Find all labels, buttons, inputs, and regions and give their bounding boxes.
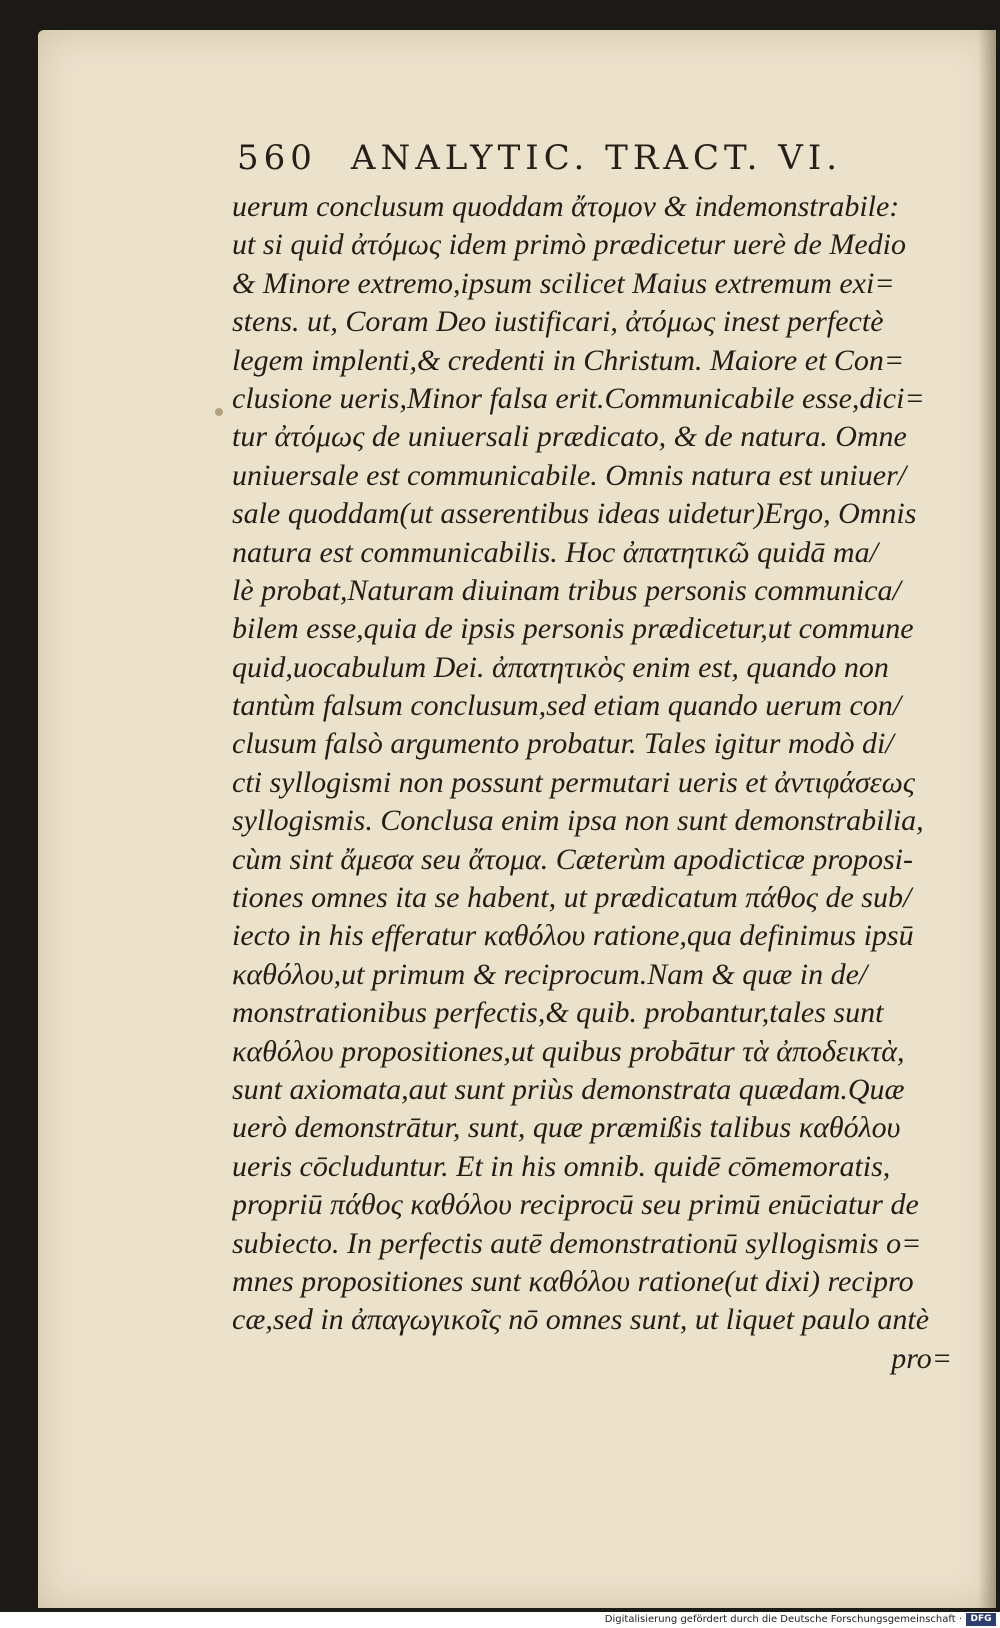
text-line: cæ,sed in ἀπαγωγικοῖς nō omnes sunt, ut liquet paulo antè xyxy=(232,1303,930,1337)
text-line: uerò demonstrātur, sunt, quæ præmißis talibus καθόλου xyxy=(232,1111,901,1145)
digitization-footer xyxy=(0,1612,1000,1628)
text-line: uerum conclusum quoddam ἄτομον & indemonstrabile: xyxy=(232,190,900,223)
text-line: clusione ueris,Minor falsa erit.Communicabile esse,dici= xyxy=(232,381,925,415)
text-line: sunt axiomata,aut sunt priùs demonstrata quædam.Quæ xyxy=(232,1072,905,1106)
paper-stain xyxy=(215,408,223,416)
text-line: sale quoddam(ut asserentibus ideas uidetur)Ergo, Omnis xyxy=(232,497,917,531)
text-line: legem implenti,& credenti in Christum. Maiore et Con= xyxy=(232,343,905,377)
catchword: pro= xyxy=(891,1341,952,1375)
text-line: iecto in his efferatur καθόλου ratione,qua definimus ipsū xyxy=(232,919,914,953)
text-line: mnes propositiones sunt καθόλου ratione(ut dixi) recipro xyxy=(232,1264,914,1298)
text-line: clusum falsò argumento probatur. Tales igitur modò di/ xyxy=(232,727,894,761)
text-line: monstrationibus perfectis,& quib. probantur,tales sunt xyxy=(232,996,884,1030)
text-line: ut si quid ἀτόμως idem primò prædicetur uerè de Medio xyxy=(232,228,906,262)
text-line: bilem esse,quia de ipsis personis prædicetur,ut commune xyxy=(232,612,914,646)
text-line: cùm sint ἄμεσα seu ἄτομα. Cæterùm apodicticæ proposi- xyxy=(232,842,913,876)
page-gutter-shadow xyxy=(978,30,996,1608)
funding-credit: Digitalisierung gefördert durch die Deutsche Forschungsgemeinschaft · xyxy=(604,1614,962,1625)
text-line: καθόλου,ut primum & reciprocum.Nam & quæ in de/ xyxy=(232,957,868,991)
text-line: lè probat,Naturam diuinam tribus personis communica/ xyxy=(232,573,901,607)
text-line: καθόλου propositiones,ut quibus probātur τὰ ἀποδεικτὰ, xyxy=(232,1034,905,1068)
text-line: ueris cōcluduntur. Et in his omnib. quidē cōmemoratis, xyxy=(232,1149,891,1183)
text-line: tur ἀτόμως de uniuersali prædicato, & de natura. Omne xyxy=(232,420,907,454)
text-line: & Minore extremo,ipsum scilicet Maius extremum exi= xyxy=(232,266,895,300)
text-line: natura est communicabilis. Hoc ἀπατητικῶ quidā ma/ xyxy=(232,535,878,569)
dfg-logo: DFG xyxy=(966,1613,996,1626)
text-line: stens. ut, Coram Deo iustificari, ἀτόμως inest perfectè xyxy=(232,305,884,339)
text-line: tantùm falsum conclusum,sed etiam quando uerum con/ xyxy=(232,689,902,723)
text-line: quid,uocabulum Dei. ἀπατητικὸς enim est, quando non xyxy=(232,650,889,684)
page-number: 560 xyxy=(237,138,317,178)
running-header xyxy=(237,138,857,178)
text-line: subiecto. In perfectis autē demonstrationū syllogismis o= xyxy=(232,1226,922,1260)
text-line: cti syllogismi non possunt permutari ueris et ἀντιφάσεως xyxy=(232,765,915,799)
text-line: uniuersale est communicabile. Omnis natura est uniuer/ xyxy=(232,458,907,492)
running-title: ANALYTIC. TRACT. VI. xyxy=(350,138,843,178)
text-line: propriū πάθος καθόλου reciprocū seu primū enūciatur de xyxy=(232,1188,919,1222)
text-line: syllogismis. Conclusa enim ipsa non sunt demonstrabilia, xyxy=(232,804,924,838)
body-text xyxy=(232,188,962,1378)
text-line: tiones omnes ita se habent, ut prædicatum πάθος de sub/ xyxy=(232,881,912,915)
